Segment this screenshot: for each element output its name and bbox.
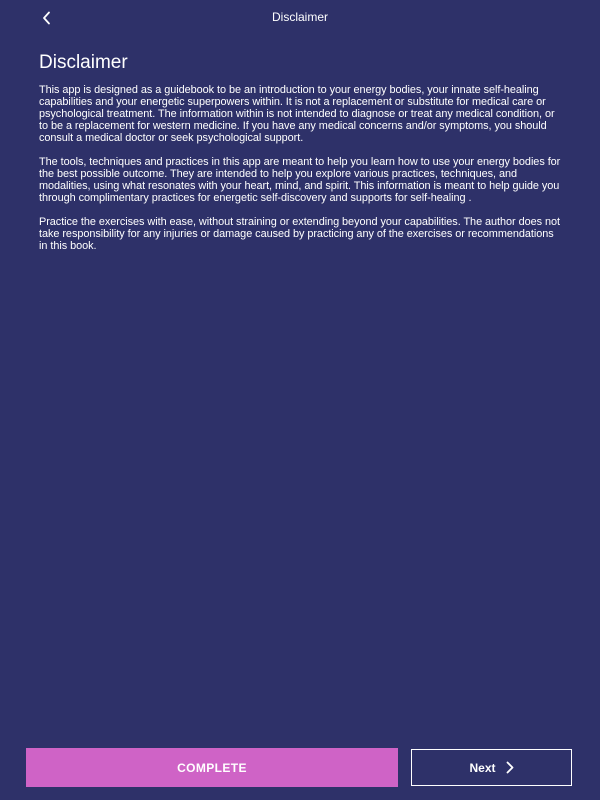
disclaimer-paragraph: This app is designed as a guidebook to be an introduction to your energy bodies, your innate self-healing capabilities and your energetic superpowers within. It is not a replacement or substitute for medical care or psychological treatment. The information within is not intended to diagnose or treat any medical condition, or to be a replacement for western medicine. If you have any medical concerns and/or symptoms, you should consult a medical doctor or seek psychological support.: [39, 84, 555, 144]
next-button[interactable]: [411, 749, 572, 786]
complete-button[interactable]: [26, 748, 398, 787]
complete-button-label: COMPLETE: [177, 760, 247, 775]
page-title: Disclaimer: [39, 52, 128, 73]
chevron-right-icon: [506, 761, 514, 774]
nav-title: Disclaimer: [271, 10, 328, 24]
disclaimer-content: [39, 52, 564, 264]
top-nav-bar: [0, 0, 600, 36]
disclaimer-paragraph: The tools, techniques and practices in this app are meant to help you learn how to use your energy bodies for the best possible outcome. They are intended to help you explore various practices, techniques, and modalities, using what resonates with your heart, mind, and spirit. This information is meant to help guide you through complimentary practices for energetic self-discovery and supports for self-healing .: [39, 156, 561, 204]
disclaimer-paragraph: Practice the exercises with ease, without straining or extending beyond your capabilities. The author does not take responsibility for any injuries or damage caused by practicing any of the exercises or recommendations in this book.: [39, 216, 560, 252]
next-button-label: Next: [469, 760, 496, 775]
